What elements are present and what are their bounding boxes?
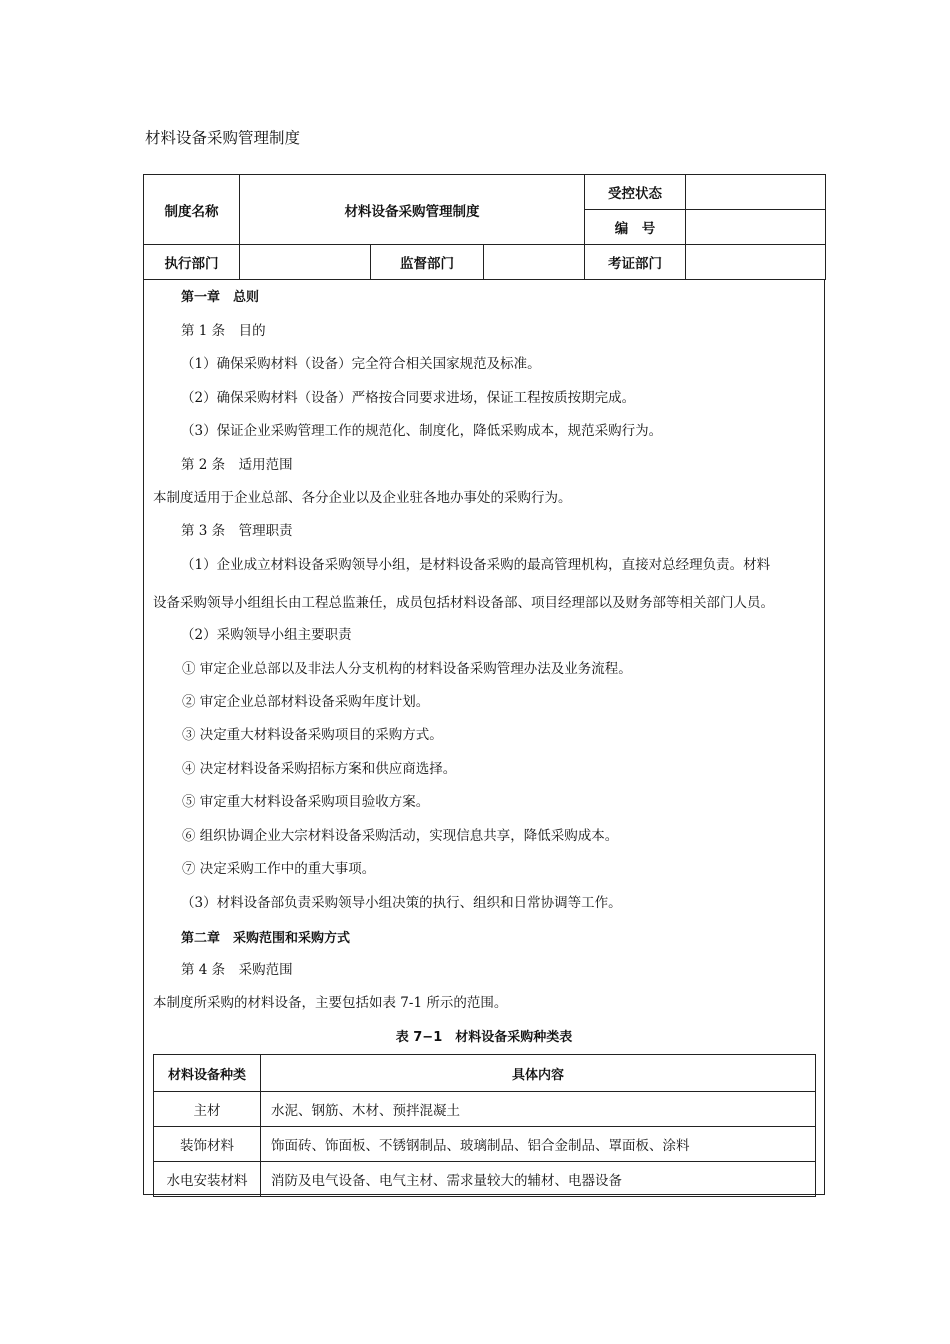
chapter-1-heading: 第一章 总则 bbox=[181, 290, 260, 305]
content-cell: 饰面砖、饰面板、不锈钢制品、玻璃制品、铝合金制品、罩面板、涂料 bbox=[261, 1127, 816, 1162]
category-cell: 装饰材料 bbox=[154, 1127, 261, 1162]
list-item: ⑦ 决定采购工作中的重大事项。 bbox=[182, 861, 376, 877]
number-label: 编 号 bbox=[585, 210, 686, 245]
table-caption: 表 7−1 材料设备采购种类表 bbox=[395, 1030, 573, 1045]
document-title: 材料设备采购管理制度 bbox=[145, 129, 301, 147]
content-cell: 消防及电气设备、电气主材、需求量较大的辅材、电器设备 bbox=[261, 1162, 816, 1197]
policy-name-label: 制度名称 bbox=[144, 175, 240, 245]
category-cell: 主材 bbox=[154, 1092, 261, 1127]
list-item: ② 审定企业总部材料设备采购年度计划。 bbox=[182, 694, 430, 710]
column-header: 具体内容 bbox=[261, 1055, 816, 1092]
article-4: 第 4 条 采购范围 bbox=[181, 962, 293, 978]
exec-dept-value bbox=[240, 245, 371, 280]
paragraph: （2）确保采购材料（设备）严格按合同要求进场，保证工程按质按期完成。 bbox=[181, 390, 636, 406]
paragraph: 本制度所采购的材料设备，主要包括如表 7-1 所示的范围。 bbox=[153, 995, 508, 1011]
article-2: 第 2 条 适用范围 bbox=[181, 457, 293, 473]
table-row bbox=[154, 1127, 816, 1162]
supervise-dept-value bbox=[484, 245, 585, 280]
list-item: ⑥ 组织协调企业大宗材料设备采购活动，实现信息共享，降低采购成本。 bbox=[182, 828, 619, 844]
content-cell: 水泥、钢筋、木材、预拌混凝土 bbox=[261, 1092, 816, 1127]
assess-dept-value bbox=[686, 245, 826, 280]
list-item: ④ 决定材料设备采购招标方案和供应商选择。 bbox=[182, 761, 457, 777]
paragraph: （3）保证企业采购管理工作的规范化、制度化，降低采购成本，规范采购行为。 bbox=[181, 423, 663, 439]
control-status-value bbox=[686, 175, 826, 210]
policy-name-value: 材料设备采购管理制度 bbox=[240, 175, 585, 245]
list-item: ① 审定企业总部以及非法人分支机构的材料设备采购管理办法及业务流程。 bbox=[182, 661, 632, 677]
supervise-dept-label: 监督部门 bbox=[371, 245, 484, 280]
policy-body bbox=[143, 280, 825, 1195]
table-row bbox=[154, 1092, 816, 1127]
exec-dept-label: 执行部门 bbox=[144, 245, 240, 280]
column-header: 材料设备种类 bbox=[154, 1055, 261, 1092]
paragraph: （3）材料设备部负责采购领导小组决策的执行、组织和日常协调等工作。 bbox=[181, 895, 622, 911]
article-3: 第 3 条 管理职责 bbox=[181, 523, 293, 539]
number-value bbox=[686, 210, 826, 245]
category-cell: 水电安装材料 bbox=[154, 1162, 261, 1197]
policy-header-table bbox=[143, 174, 826, 280]
assess-dept-label: 考证部门 bbox=[585, 245, 686, 280]
paragraph: （2）采购领导小组主要职责 bbox=[181, 627, 352, 643]
control-status-label: 受控状态 bbox=[585, 175, 686, 210]
article-1: 第 1 条 目的 bbox=[181, 323, 266, 339]
paragraph: （1）企业成立材料设备采购领导小组，是材料设备采购的最高管理机构，直接对总经理负责。材料 bbox=[181, 557, 771, 573]
list-item: ⑤ 审定重大材料设备采购项目验收方案。 bbox=[182, 794, 430, 810]
paragraph: （1）确保采购材料（设备）完全符合相关国家规范及标准。 bbox=[181, 356, 541, 372]
paragraph: 本制度适用于企业总部、各分企业以及企业驻各地办事处的采购行为。 bbox=[153, 490, 572, 506]
list-item: ③ 决定重大材料设备采购项目的采购方式。 bbox=[182, 727, 443, 743]
chapter-2-heading: 第二章 采购范围和采购方式 bbox=[181, 931, 351, 946]
paragraph-continuation: 设备采购领导小组组长由工程总监兼任，成员包括材料设备部、项目经理部以及财务部等相关部门人员。 bbox=[153, 595, 774, 611]
table-row bbox=[154, 1162, 816, 1197]
material-types-table bbox=[153, 1054, 816, 1197]
